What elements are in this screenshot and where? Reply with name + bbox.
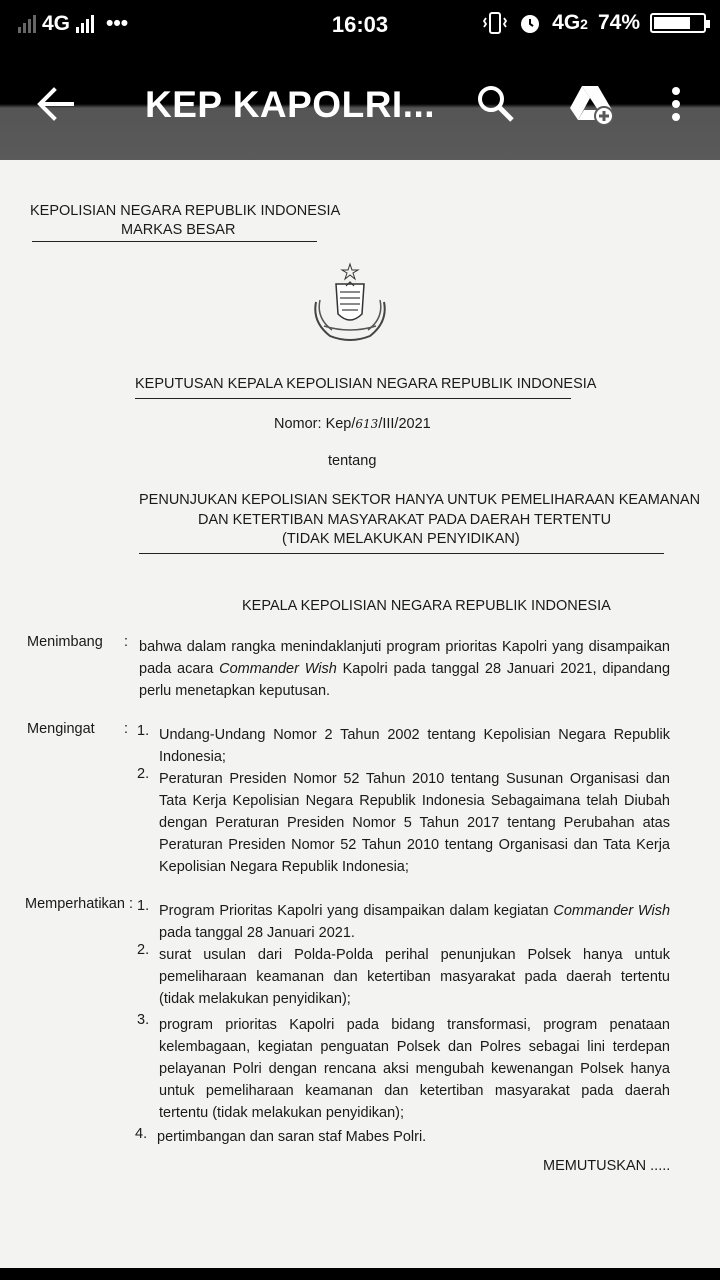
battery-percent: 74% <box>597 11 640 34</box>
menimbang-label: Menimbang <box>27 634 103 650</box>
memperhatikan-number-4: 4. <box>135 1126 148 1142</box>
back-arrow-icon[interactable] <box>36 86 76 122</box>
search-icon[interactable] <box>476 84 516 124</box>
memperhatikan-number-2: 2. <box>137 942 150 958</box>
decree-title-underline <box>135 398 571 399</box>
decree-number: Nomor: Kep/613/III/2021 <box>274 416 431 432</box>
more-notifications-icon: ••• <box>106 12 129 35</box>
memperhatikan-label: Memperhatikan : <box>25 896 133 912</box>
mengingat-colon: : <box>124 721 129 737</box>
document-title: KEP KAPOLRI... <box>145 84 436 125</box>
memperhatikan-number-1: 1. <box>137 898 150 914</box>
header-line-2: MARKAS BESAR <box>121 222 236 238</box>
battery-fill <box>654 17 690 29</box>
memperhatikan-item-1: Program Prioritas Kapolri yang disampaikan dalam kegiatan Commander Wish pada tanggal 28 Januari 2021. <box>159 903 671 941</box>
memutuskan-footer: MEMUTUSKAN ..... <box>543 1158 671 1174</box>
mengingat-number-1: 1. <box>137 723 150 739</box>
handwritten-number: 613 <box>355 417 379 431</box>
mengingat-label: Mengingat <box>27 721 95 737</box>
document-page <box>0 160 720 1268</box>
subject-line-2: DAN KETERTIBAN MASYARAKAT PADA DAERAH TERTENTU <box>198 512 612 528</box>
police-emblem-icon <box>306 262 394 344</box>
mengingat-item-2: Peraturan Presiden Nomor 52 Tahun 2010 tentang Susunan Organisasi dan Tata Kerja Kepolisian Negara Republik Indonesia Sebagaimana telah Diubah dengan Peraturan Presiden Nomor 5 Tahun 2017 tentang Perubahan atas Peraturan Presiden Nomor 52 Tahun 2010 tentang Organisasi dan Tata Kerja Kepolisian Negara Republik Indonesia; <box>159 771 670 875</box>
menimbang-text: bahwa dalam rangka menindaklanjuti program prioritas Kapolri yang disampaikan pada acara Commander Wish Kapolri pada tanggal 28 Januari 2021, dipandang perlu menetapkan keputusan. <box>139 639 671 699</box>
app-toolbar <box>0 54 720 160</box>
vibrate-icon <box>482 12 508 34</box>
tentang-label: tentang <box>328 453 377 469</box>
status-right <box>482 11 706 35</box>
header-underline <box>32 241 317 242</box>
issuer-heading: KEPALA KEPOLISIAN NEGARA REPUBLIK INDONESIA <box>242 598 611 614</box>
battery-icon <box>650 13 706 33</box>
subject-underline <box>139 553 664 554</box>
add-to-drive-icon[interactable] <box>568 84 616 126</box>
memperhatikan-number-3: 3. <box>137 1012 150 1028</box>
header-line-1: KEPOLISIAN NEGARA REPUBLIK INDONESIA <box>30 203 341 219</box>
clock: 16:03 <box>331 12 389 37</box>
mengingat-item-1: Undang-Undang Nomor 2 Tahun 2002 tentang Kepolisian Negara Republik Indonesia; <box>159 727 670 765</box>
decree-title: KEPUTUSAN KEPALA KEPOLISIAN NEGARA REPUBLIK INDONESIA <box>135 376 597 392</box>
subject-line-1: PENUNJUKAN KEPOLISIAN SEKTOR HANYA UNTUK PEMELIHARAAN KEAMANAN <box>139 492 701 508</box>
memperhatikan-item-2: surat usulan dari Polda-Polda perihal penunjukan Polsek hanya untuk pemeliharaan keamanan dan ketertiban masyarakat pada daerah tertentu (tidak melakukan penyidikan); <box>159 947 670 1007</box>
network-1-label: 4G <box>42 12 71 35</box>
memperhatikan-item-4: pertimbangan dan saran staf Mabes Polri. <box>157 1129 427 1145</box>
subject-line-3: (TIDAK MELAKUKAN PENYIDIKAN) <box>282 531 520 547</box>
status-bar <box>0 0 720 54</box>
bottom-edge <box>0 1268 720 1280</box>
menimbang-colon: : <box>124 634 129 650</box>
network-2-label: 4G2 <box>552 11 588 34</box>
alarm-icon <box>518 11 542 35</box>
more-options-icon[interactable] <box>670 86 682 122</box>
mengingat-number-2: 2. <box>137 766 150 782</box>
memperhatikan-item-3: program prioritas Kapolri pada bidang transformasi, program penataan kelembagaan, kegiatan penguatan Polsek dan Polres sebagai lini terdepan pelayanan Polri dengan rencana aksi mengubah kewenangan Polsek hanya untuk pemeliharaan keamanan dan ketertiban masyarakat pada daerah tertentu (tidak melakukan penyidikan); <box>159 1017 670 1121</box>
